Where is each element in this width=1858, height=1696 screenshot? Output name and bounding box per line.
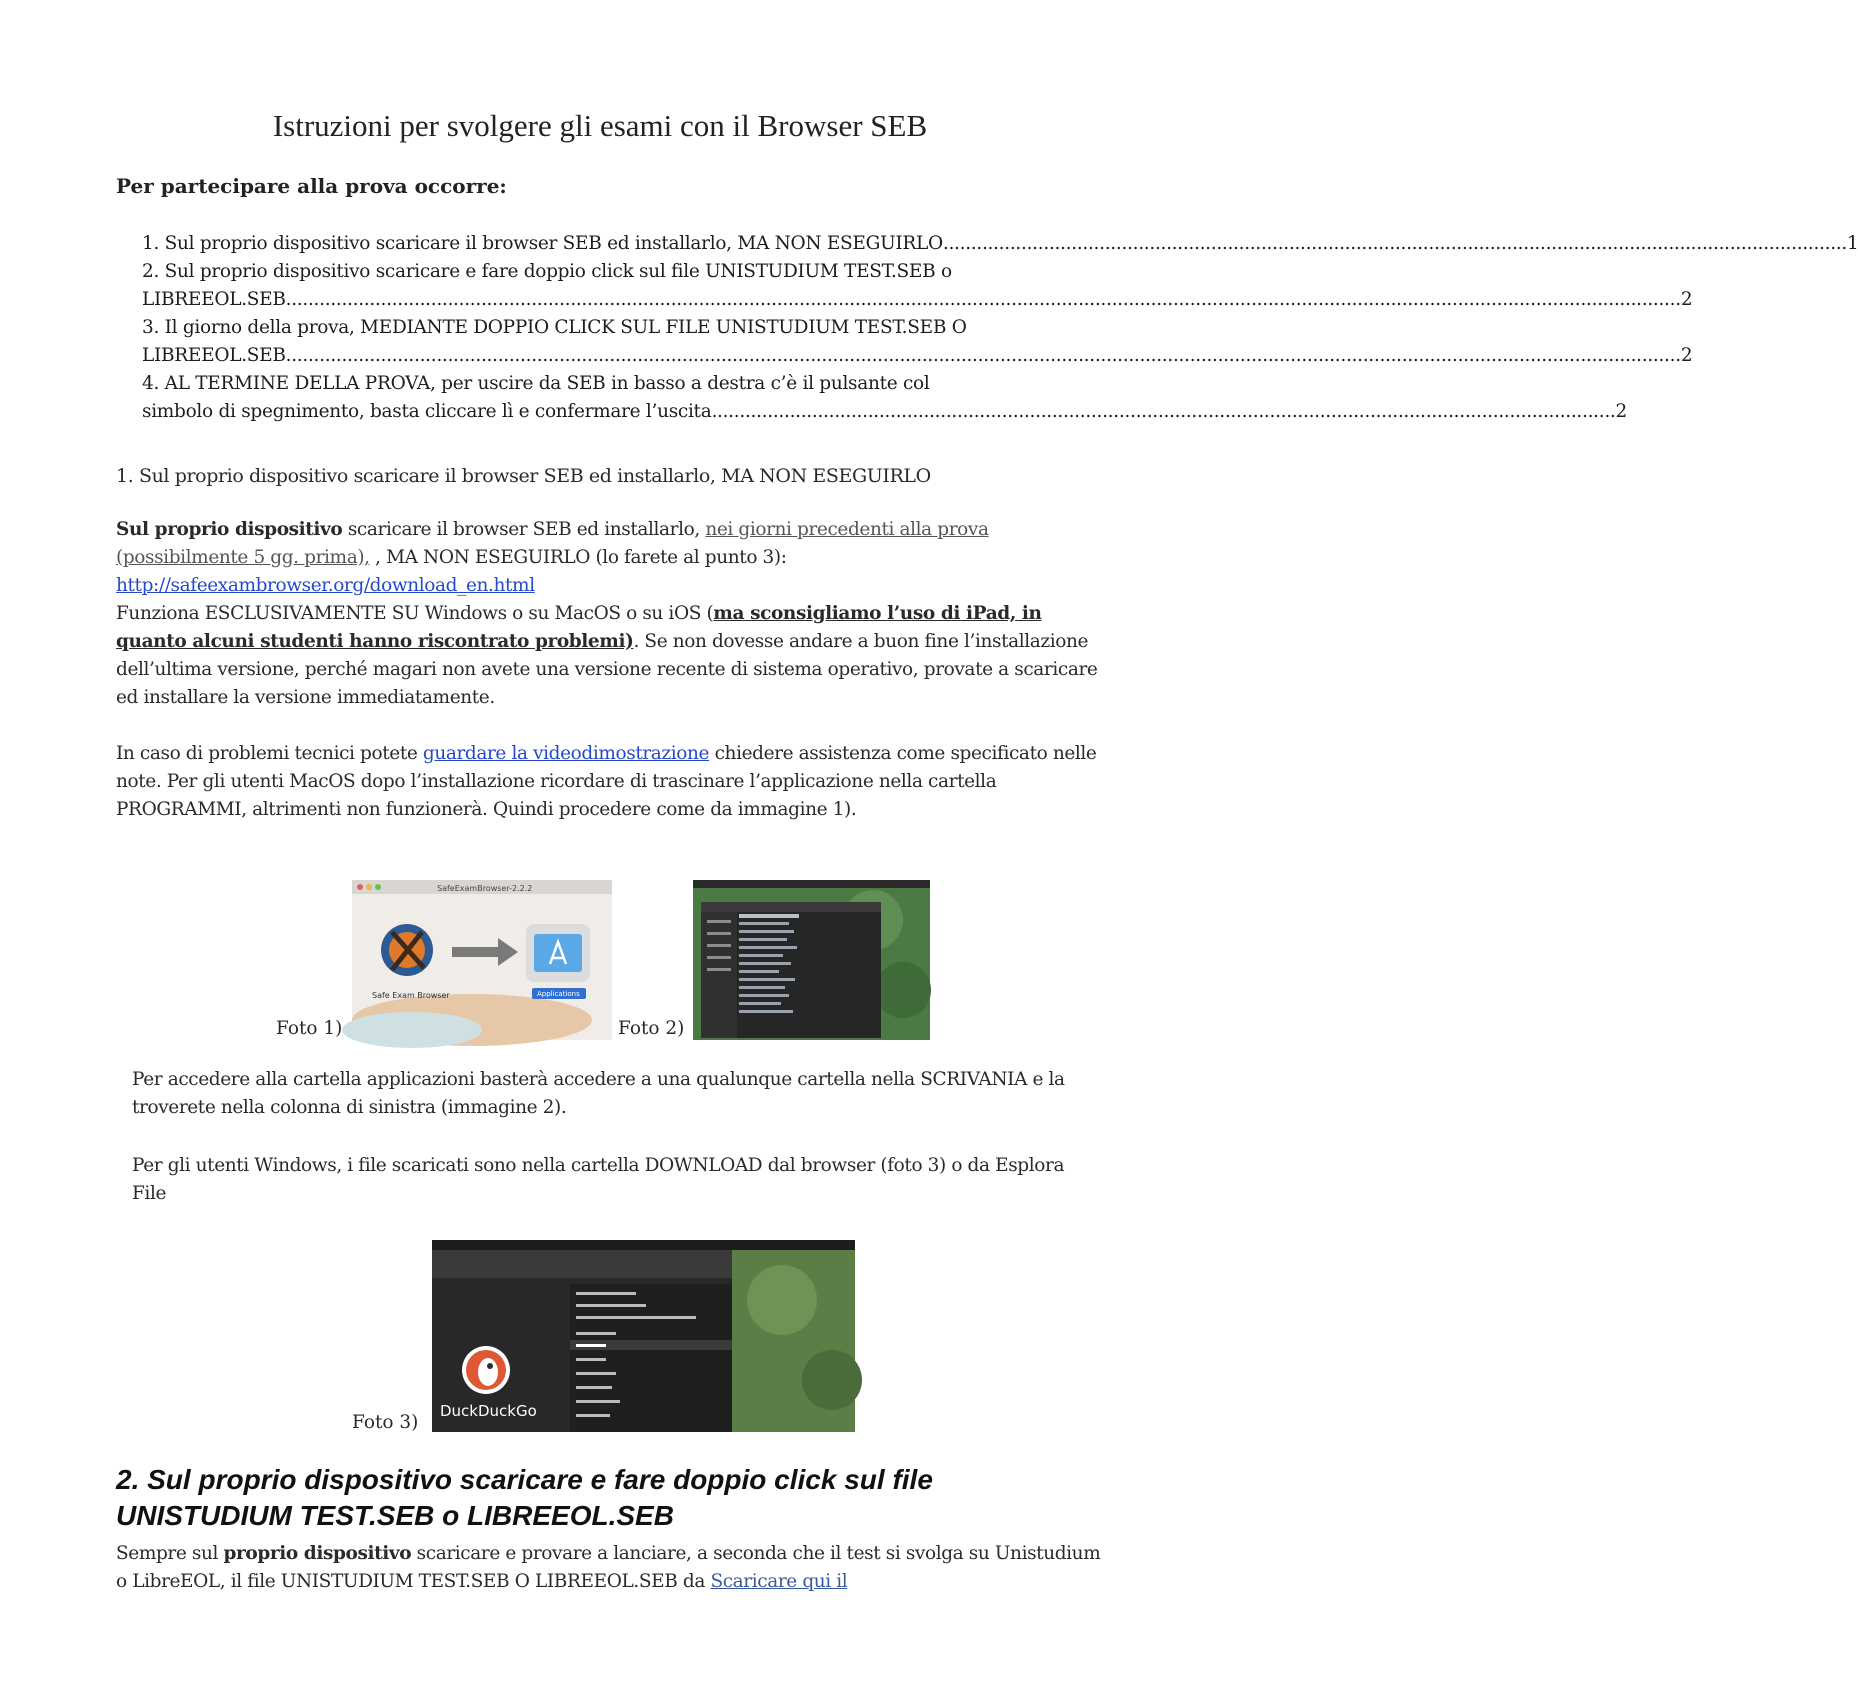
section1-paragraph-download: Sul proprio dispositivo scaricare il browser SEB ed installarlo, nei giorni precedenti alla prova (possibilmente 5 gg. prima), , MA NON ESEGUIRLO (lo farete al punto 3): http://safeexambrowser.org/download_en.html Funziona ESCLUSIVAMENTE SU Windows o su MacOS o su iOS (ma sconsigliamo l’uso di iPad, in quanto alcuni studenti hanno riscontrato problemi). Se non dovesse andare a buon fine l’installazione dell’ultima versione, perché magari non avete una versione recente di sistema operativo, provate a scaricare ed installare la versione immediatamente.	[116, 519, 1098, 708]
section1-paragraph-help: In caso di problemi tecnici potete guardare la videodimostrazione chiedere assistenza come specificato nelle note. Per gli utenti MacOS dopo l’installazione ricordare di trascinare l’applicazione nella cartella PROGRAMMI, altrimenti non funzionerà. Quindi procedere come da immagine 1).	[116, 743, 1097, 820]
svg-text:SafeExamBrowser-2.2.2: SafeExamBrowser-2.2.2	[437, 884, 533, 893]
foto2-caption: Foto 2)	[618, 1018, 685, 1039]
foto1-image	[352, 880, 612, 1040]
foto1-caption: Foto 1)	[276, 1018, 343, 1039]
seb-download-link[interactable]: http://safeexambrowser.org/download_en.html	[116, 575, 535, 596]
finder-applications-screenshot	[693, 880, 930, 1040]
foto2-image	[693, 880, 930, 1040]
section2-heading: 2. Sul proprio dispositivo scaricare e fare doppio click sul file UNISTUDIUM TEST.SEB o LIBREEOL.SEB	[116, 1464, 933, 1531]
download-seb-file-link[interactable]: Scaricare qui il	[710, 1571, 848, 1592]
toc-entry[interactable]: 2. Sul proprio dispositivo scaricare e fare doppio click sul file UNISTUDIUM TEST.SEB o	[142, 261, 952, 282]
svg-text:Safe Exam Browser: Safe Exam Browser	[372, 991, 450, 1000]
windows-download-note: Per gli utenti Windows, i file scaricati sono nella cartella DOWNLOAD dal browser (foto 3) o da Esplora File	[132, 1155, 1065, 1204]
intro-text: Per partecipare alla prova occorre:	[116, 174, 507, 198]
page-title: Istruzioni per svolgere gli esami con il Browser SEB	[272, 108, 928, 143]
toc-entry[interactable]: LIBREEOL.SEB .......................................................................................................................................................................................................................................................... 2	[142, 345, 1693, 366]
finder-install-illustration	[352, 880, 612, 1040]
section2-paragraph: Sempre sul proprio dispositivo scaricare e provare a lanciare, a seconda che il test si svolga su Unistudium o LibreEOL, il file UNISTUDIUM TEST.SEB O LIBREEOL.SEB da Scaricare qui il	[116, 1543, 1101, 1592]
video-demo-link[interactable]: guardare la videodimostrazione	[422, 743, 710, 764]
section1-heading: 1. Sul proprio dispositivo scaricare il browser SEB ed installarlo, MA NON ESEGUIRLO	[116, 465, 931, 487]
toc-entry[interactable]: 3. Il giorno della prova, MEDIANTE DOPPIO CLICK SUL FILE UNISTUDIUM TEST.SEB O	[142, 317, 967, 338]
browser-downloads-screenshot	[432, 1240, 855, 1432]
foto3-caption: Foto 3)	[352, 1412, 419, 1433]
toc-entry[interactable]: 1. Sul proprio dispositivo scaricare il browser SEB ed installarlo, MA NON ESEGUIRLO .................................................................................................................................................................. 1	[142, 233, 1858, 254]
toc-entry[interactable]: LIBREEOL.SEB .......................................................................................................................................................................................................................................................... 2	[142, 289, 1693, 310]
foto3-image	[432, 1240, 855, 1432]
toc-entry[interactable]: simbolo di spegnimento, basta cliccare lì e confermare l’uscita .................................................................................................................................................................. 2	[142, 401, 1627, 422]
svg-text:DuckDuckGo: DuckDuckGo	[440, 1402, 537, 1420]
applications-folder-note: Per accedere alla cartella applicazioni basterà accedere a una qualunque cartella nella SCRIVANIA e la troverete nella colonna di sinistra (immagine 2).	[132, 1069, 1065, 1118]
toc-entry[interactable]: 4. AL TERMINE DELLA PROVA, per uscire da SEB in basso a destra c’è il pulsante col	[142, 373, 930, 394]
table-of-contents	[142, 230, 1858, 426]
svg-text:Applications: Applications	[537, 990, 580, 998]
